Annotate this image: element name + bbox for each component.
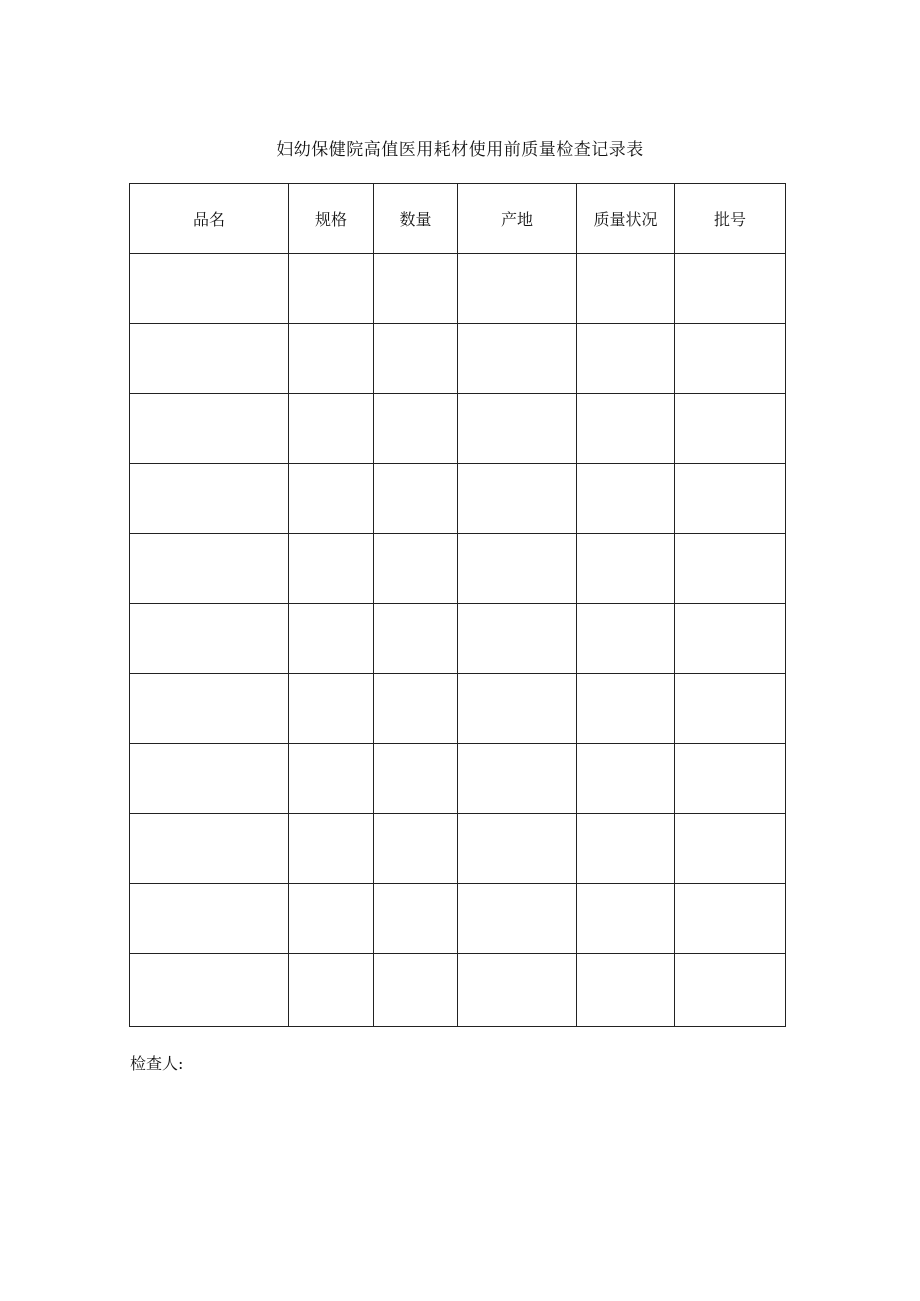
table-cell-specification[interactable] — [289, 814, 374, 884]
table-cell-product-name[interactable] — [130, 954, 289, 1027]
column-header-quantity: 数量 — [374, 184, 458, 254]
table-cell-quality-status[interactable] — [577, 464, 675, 534]
table-cell-quantity[interactable] — [374, 604, 458, 674]
table-cell-quality-status[interactable] — [577, 744, 675, 814]
table-cell-batch-number[interactable] — [675, 674, 786, 744]
table-cell-origin[interactable] — [458, 464, 577, 534]
column-header-specification: 规格 — [289, 184, 374, 254]
table-cell-batch-number[interactable] — [675, 884, 786, 954]
table-cell-quantity[interactable] — [374, 954, 458, 1027]
table-cell-origin[interactable] — [458, 814, 577, 884]
table-cell-product-name[interactable] — [130, 254, 289, 324]
table-cell-batch-number[interactable] — [675, 464, 786, 534]
table-cell-batch-number[interactable] — [675, 394, 786, 464]
table-cell-origin[interactable] — [458, 534, 577, 604]
table-cell-specification[interactable] — [289, 674, 374, 744]
table-cell-origin[interactable] — [458, 954, 577, 1027]
table-cell-product-name[interactable] — [130, 814, 289, 884]
table-cell-specification[interactable] — [289, 324, 374, 394]
table-cell-quantity[interactable] — [374, 464, 458, 534]
table-cell-product-name[interactable] — [130, 394, 289, 464]
table-cell-specification[interactable] — [289, 464, 374, 534]
table-cell-quantity[interactable] — [374, 324, 458, 394]
table-cell-batch-number[interactable] — [675, 604, 786, 674]
table-cell-specification[interactable] — [289, 954, 374, 1027]
table-row — [130, 534, 786, 604]
table-cell-quantity[interactable] — [374, 674, 458, 744]
table-cell-specification[interactable] — [289, 604, 374, 674]
table-cell-batch-number[interactable] — [675, 254, 786, 324]
table-row — [130, 324, 786, 394]
table-cell-batch-number[interactable] — [675, 534, 786, 604]
table-cell-origin[interactable] — [458, 254, 577, 324]
column-header-batch-number: 批号 — [675, 184, 786, 254]
table-cell-origin[interactable] — [458, 744, 577, 814]
table-row — [130, 254, 786, 324]
table-header-row — [130, 184, 786, 254]
table-row — [130, 674, 786, 744]
table-cell-quantity[interactable] — [374, 394, 458, 464]
table-cell-product-name[interactable] — [130, 744, 289, 814]
column-header-product-name: 品名 — [130, 184, 289, 254]
table-cell-quantity[interactable] — [374, 254, 458, 324]
table-cell-quality-status[interactable] — [577, 254, 675, 324]
table-cell-quality-status[interactable] — [577, 954, 675, 1027]
table-cell-quantity[interactable] — [374, 744, 458, 814]
table-cell-quantity[interactable] — [374, 814, 458, 884]
table-cell-quality-status[interactable] — [577, 324, 675, 394]
table-cell-origin[interactable] — [458, 394, 577, 464]
inspector-label: 检查人: — [130, 1054, 184, 1073]
table-cell-product-name[interactable] — [130, 674, 289, 744]
page-title: 妇幼保健院高值医用耗材使用前质量检查记录表 — [276, 140, 644, 160]
table-cell-quality-status[interactable] — [577, 534, 675, 604]
table-cell-specification[interactable] — [289, 744, 374, 814]
table-cell-product-name[interactable] — [130, 464, 289, 534]
table-cell-quantity[interactable] — [374, 534, 458, 604]
table-cell-batch-number[interactable] — [675, 744, 786, 814]
table-cell-quality-status[interactable] — [577, 394, 675, 464]
table-row — [130, 464, 786, 534]
table-cell-product-name[interactable] — [130, 604, 289, 674]
table-cell-origin[interactable] — [458, 324, 577, 394]
table-cell-quality-status[interactable] — [577, 814, 675, 884]
table-cell-batch-number[interactable] — [675, 324, 786, 394]
table-cell-product-name[interactable] — [130, 324, 289, 394]
table-body — [130, 254, 786, 1027]
table-row — [130, 884, 786, 954]
table-cell-quality-status[interactable] — [577, 604, 675, 674]
column-header-quality-status: 质量状况 — [577, 184, 675, 254]
table-cell-specification[interactable] — [289, 534, 374, 604]
table-row — [130, 744, 786, 814]
table-cell-product-name[interactable] — [130, 534, 289, 604]
table-cell-origin[interactable] — [458, 604, 577, 674]
table-cell-quality-status[interactable] — [577, 884, 675, 954]
table-cell-specification[interactable] — [289, 394, 374, 464]
table-cell-batch-number[interactable] — [675, 814, 786, 884]
table-cell-quantity[interactable] — [374, 884, 458, 954]
table-cell-product-name[interactable] — [130, 884, 289, 954]
table-cell-quality-status[interactable] — [577, 674, 675, 744]
column-header-origin: 产地 — [458, 184, 577, 254]
inspector-line — [130, 1050, 183, 1078]
table-cell-specification[interactable] — [289, 884, 374, 954]
table-cell-origin[interactable] — [458, 884, 577, 954]
table-row — [130, 604, 786, 674]
quality-check-table — [129, 183, 786, 1027]
table-row — [130, 394, 786, 464]
table-row — [130, 814, 786, 884]
table-row — [130, 954, 786, 1027]
table-cell-origin[interactable] — [458, 674, 577, 744]
table-cell-batch-number[interactable] — [675, 954, 786, 1027]
table-cell-specification[interactable] — [289, 254, 374, 324]
